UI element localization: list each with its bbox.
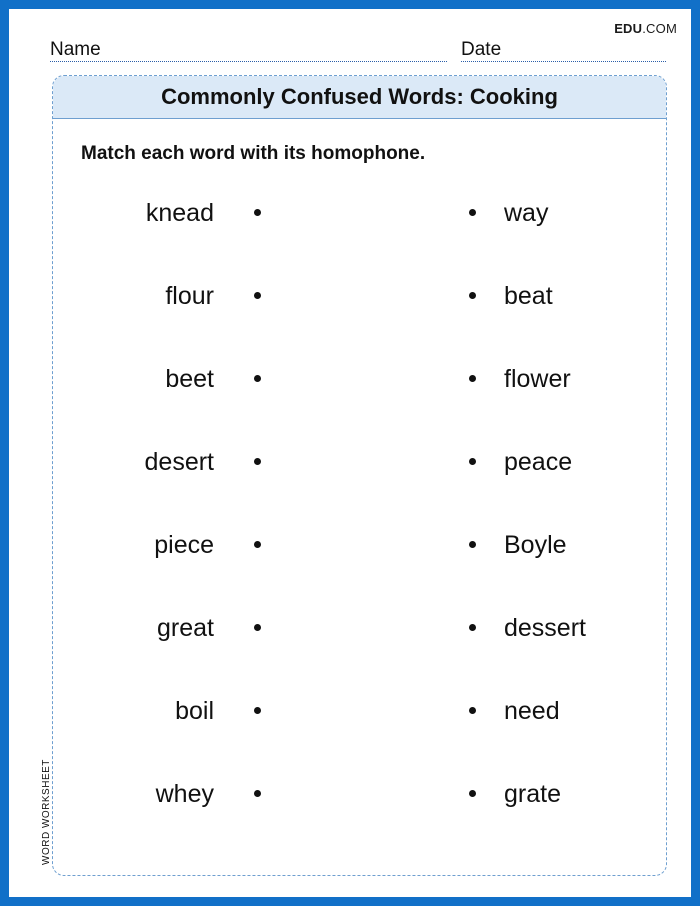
right-dot[interactable] (469, 292, 476, 299)
left-dot[interactable] (254, 209, 261, 216)
left-word: boil (175, 697, 214, 725)
name-field[interactable] (50, 39, 447, 62)
worksheet-panel (52, 75, 667, 876)
instruction-text: Match each word with its homophone. (81, 143, 426, 164)
side-label: WORD WORKSHEET (41, 759, 52, 865)
date-label: Date (461, 39, 502, 60)
match-row (53, 779, 666, 809)
right-dot[interactable] (469, 375, 476, 382)
right-dot[interactable] (469, 541, 476, 548)
right-word: dessert (504, 614, 586, 642)
right-word: grate (504, 780, 561, 808)
left-word: beet (165, 365, 214, 393)
name-label: Name (50, 39, 101, 60)
right-word: Boyle (504, 531, 567, 559)
left-word: whey (155, 780, 214, 808)
right-dot[interactable] (469, 458, 476, 465)
right-word: peace (504, 448, 573, 476)
match-row (53, 447, 666, 477)
right-dot[interactable] (469, 707, 476, 714)
match-row (53, 613, 666, 643)
left-dot[interactable] (254, 790, 261, 797)
match-row (53, 530, 666, 560)
right-dot[interactable] (469, 790, 476, 797)
right-dot[interactable] (469, 209, 476, 216)
left-word: flour (165, 282, 214, 310)
left-dot[interactable] (254, 541, 261, 548)
brand-logo: EDU.COM (614, 21, 677, 36)
left-word: desert (144, 448, 214, 476)
matching-rows (53, 76, 666, 875)
date-field[interactable] (461, 39, 666, 62)
left-dot[interactable] (254, 707, 261, 714)
match-row (53, 696, 666, 726)
right-word: flower (504, 365, 571, 393)
left-dot[interactable] (254, 458, 261, 465)
right-dot[interactable] (469, 624, 476, 631)
right-word: way (504, 199, 549, 227)
match-row (53, 281, 666, 311)
worksheet-title: Commonly Confused Words: Cooking (53, 76, 666, 119)
left-word: piece (154, 531, 214, 559)
match-row (53, 364, 666, 394)
left-word: great (157, 614, 214, 642)
left-dot[interactable] (254, 624, 261, 631)
right-word: need (504, 697, 560, 725)
right-word: beat (504, 282, 553, 310)
match-row (53, 198, 666, 228)
left-dot[interactable] (254, 375, 261, 382)
left-dot[interactable] (254, 292, 261, 299)
left-word: knead (145, 199, 214, 227)
